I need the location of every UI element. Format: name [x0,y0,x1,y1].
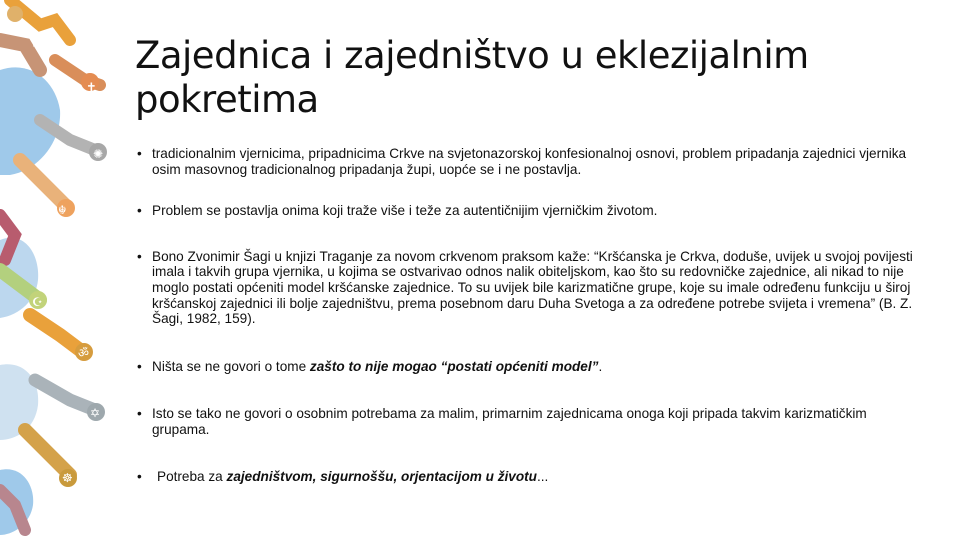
bullet-list [134,146,924,484]
svg-text:ॐ: ॐ [78,346,89,360]
svg-text:☸: ☸ [62,471,73,485]
bullet-text: Isto se tako ne govori o osobnim potrebama za malim, primarnim zajednicama onoga koji pripada takvim karizmatičkim grupama. [152,406,867,437]
bullet-item [134,203,924,219]
slide-title: Zajednica i zajedništvo u eklezijalnim pokretima [135,34,809,121]
bullet-text: Problem se postavlja onima koji traže više i teže za autentičnijim vjerničkim životom. [152,203,658,219]
bullet-dot: • [137,248,142,264]
bullet-text-emphasis: zajedništvom, sigurnoššu, orjentacijom u životu [226,468,537,484]
bullet-dot: • [137,406,142,422]
people-chain-decoration [0,0,120,540]
svg-text:✝: ✝ [86,81,97,96]
bullet-dot: • [137,146,142,161]
svg-text:☬: ☬ [58,203,67,217]
bullet-item [134,359,924,375]
bullet-text-emphasis: zašto to nije mogao “postati općeniti model” [309,358,599,374]
bullet-item [134,249,924,327]
bullet-text-suffix: . [598,358,603,374]
bullet-text-prefix: Ništa se ne govori o tome [152,358,310,374]
bullet-dot: • [137,468,142,484]
bullet-item [134,469,924,485]
bullet-dot: • [137,203,142,219]
bullet-text: Bono Zvonimir Šagi u knjizi Traganje za novom crkvenom praksom kaže: “Kršćanska je Crkva, doduše, uvijek u svojoj povijesti imala i takvih grupa vjernika, u kojima se ostvarivao odnos nalik obiteljskom, kao što su redovničke zajednice, ali nikad to nije moglo postati općeniti model kršćanske zajednice. To su uvijek bile karizmatične grupe, koje su imale određenu funkciju u široj kršćanskoj zajednici ili bolje zajedništvu, prema posebnom daru Duha Svetoga a za određene potrebe svijeta i vremena” (B. Z. Šagi, 1982, 159). [152,248,913,327]
bullet-dot: • [137,358,142,374]
bullet-item [134,406,924,437]
bullet-item [134,146,924,177]
svg-text:✺: ✺ [93,147,104,161]
svg-text:卍: 卍 [32,35,45,49]
svg-text:✡: ✡ [90,406,101,420]
svg-text:☪: ☪ [32,295,43,309]
bullet-text: tradicionalnim vjernicima, pripadnicima Crkve na svjetonazorskoj konfesionalnoj osnovi, problem pripadanja zajednici vjernika osim masovnog tradicionalnog pripadanja župi, uopće se i ne postavlja. [152,146,907,177]
bullet-text-suffix: ... [536,468,549,484]
bullet-text-prefix: Potreba za [157,468,227,484]
